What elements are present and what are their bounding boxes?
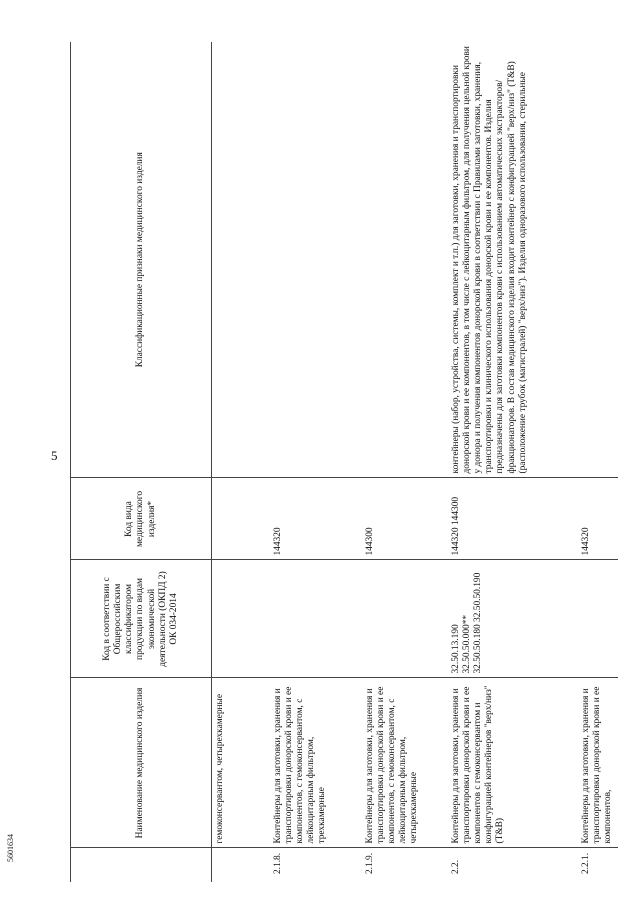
rotated-table-container <box>70 42 613 882</box>
header-features: Классификационные признаки медицинского изделия <box>71 42 212 478</box>
table-row <box>578 42 618 882</box>
table-header-row <box>71 42 212 882</box>
row-features <box>362 42 448 478</box>
page-number: 5 <box>51 448 58 463</box>
row-code: 144300 <box>362 478 448 560</box>
row-features <box>212 42 270 478</box>
row-features: контейнеры (набор, устройства, системы, комплект и т.п.) для заготовки, хранения и транспортировки донорской крови и ее компонентов, в том числе с лейкоцитарным фильтром, для получения цельной крови у донора и получения компонентов донорской крови в соответствии с Правилами заготовки, хранения, транспортировки и клинического использования донорской крови и ее компонентов. Изделия предназначены для заготовки компонентов крови с использованием автоматических экстракторов/фракционаторов. В состав медицинского изделия входит контейнер с конфигурацией "верх/низ" (T&B) (расположение трубок (магистралей) "верх/низ"). Изделия одноразового использования, стерильные <box>448 42 578 478</box>
row-number: 2.1.8. <box>270 848 362 882</box>
header-code: Код вида медицинского изделия* <box>71 478 212 560</box>
row-name: гемоконсервантом, четырехкамерные <box>212 678 270 848</box>
row-features <box>578 42 618 478</box>
row-name: Контейнеры для заготовки, хранения и транспортировки донорской крови и ее компонентов, <box>578 678 618 848</box>
header-name: Наименование медицинского изделия <box>71 678 212 848</box>
row-number: 2.2.1. <box>578 848 618 882</box>
table-row <box>212 42 270 882</box>
row-number: 2.1.9. <box>362 848 448 882</box>
header-okpd: Код в соответствии с Общероссийским классификатором продукции по видам экономической деятельности (ОКПД 2) ОК 034-2014 <box>71 560 212 678</box>
row-okpd <box>270 560 362 678</box>
row-name: Контейнеры для заготовки, хранения и транспортировки донорской крови и ее компонентов, с гемоконсервантом, с лейкоцитарным фильтром, трехкамерные <box>270 678 362 848</box>
table-row <box>448 42 578 882</box>
row-code: 144320 144300 <box>448 478 578 560</box>
medical-devices-table <box>70 42 618 882</box>
row-okpd <box>212 560 270 678</box>
row-name: Контейнеры для заготовки, хранения и транспортировки донорской крови и ее компонентов с гемоконсервантом и конфигурацией контейнеров "верх/низ" (T&B) <box>448 678 578 848</box>
row-code <box>212 478 270 560</box>
row-number: 2.2. <box>448 848 578 882</box>
row-name: Контейнеры для заготовки, хранения и транспортировки донорской крови и ее компонентов, с гемоконсервантом, с лейкоцитарным фильтром, четырехкамерные <box>362 678 448 848</box>
row-okpd <box>578 560 618 678</box>
row-okpd <box>362 560 448 678</box>
row-features <box>270 42 362 478</box>
row-code: 144320 <box>270 478 362 560</box>
row-code: 144320 <box>578 478 618 560</box>
header-number <box>71 848 212 882</box>
row-number <box>212 848 270 882</box>
table-row <box>270 42 362 882</box>
row-okpd: 32.50.13.190 32.50.50.000** 32.50.50.180 32.50.50.190 <box>448 560 578 678</box>
table-row <box>362 42 448 882</box>
document-id: 5601634 <box>6 834 15 862</box>
